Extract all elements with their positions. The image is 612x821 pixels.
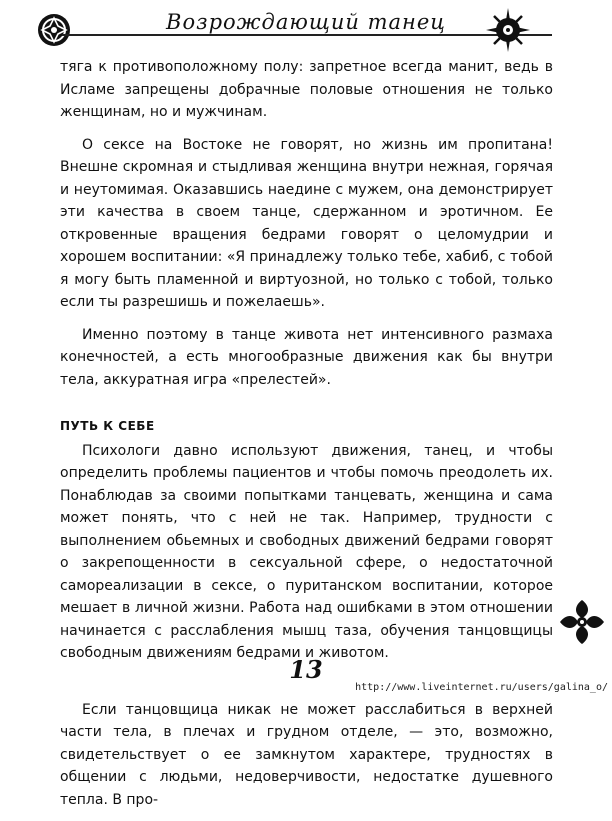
- paragraph: тяга к противоположному полу: запретное всегда манит, ведь в Исламе запрещены добрачные половые отношения не только женщинам, но и мужчинам.: [60, 59, 553, 120]
- scroll-flourish-icon: [556, 596, 608, 648]
- paragraph: Если танцовщица никак не может расслабиться в верхней части тела, в плечах и грудном отделе, — это, возможно, свидетельствует о ее замкнутом характере, трудностях в общении с людьми, недоверчивости, недостатке душевного тепла. В про-: [60, 701, 553, 808]
- running-header: Возрождающий танец: [166, 10, 446, 34]
- paragraph: Именно поэтому в танце живота нет интенсивного размаха конечностей, а есть многообразные движения как бы внутри тела, аккуратная игра «прелестей».: [60, 326, 553, 388]
- watermark-url: http://www.liveinternet.ru/users/galina_o/: [355, 682, 608, 693]
- paragraph: О сексе на Востоке не говорят, но жизнь им пропитана! Внешне скромная и стыдливая женщина внутри нежная, горячая и неутомимая. Оказавшись наедине с мужем, она демонстрирует эти качества в своем танце, сдержанном и эротичном. Ее откровенные вращения бедрами говорят о целомудрии и хорошем воспитании: «Я принадлежу только тебе, хабиб, с тобой я могу быть пламенной и виртуозной, но только с тобой, только если ты разрешишь и пожелаешь».: [60, 136, 553, 310]
- page-number: 13: [289, 655, 323, 684]
- compass-star-icon: [486, 8, 530, 52]
- section-heading: ПУТЬ К СЕБЕ: [60, 419, 155, 433]
- header-rule: [62, 34, 552, 36]
- page-body: [60, 56, 553, 821]
- paragraph: Психологи давно используют движения, танец, и чтобы определить проблемы пациентов и чтобы помочь преодолеть их. Понаблюдав за своими попытками танцевать, женщина и сама может понять, что с ней не так. Например, трудности с выполнением обьемных и свободных движений бедрами говорят о закрепощенности в сексуальной сфере, о недостаточной самореализации в сексе, о пуританском воспитании, которое мешает в личной жизни. Работа над ошибками в этом отношении начинается с расслабления мышц таза, обучения танцовщицы свободным движениям бедрами и животом.: [60, 442, 553, 661]
